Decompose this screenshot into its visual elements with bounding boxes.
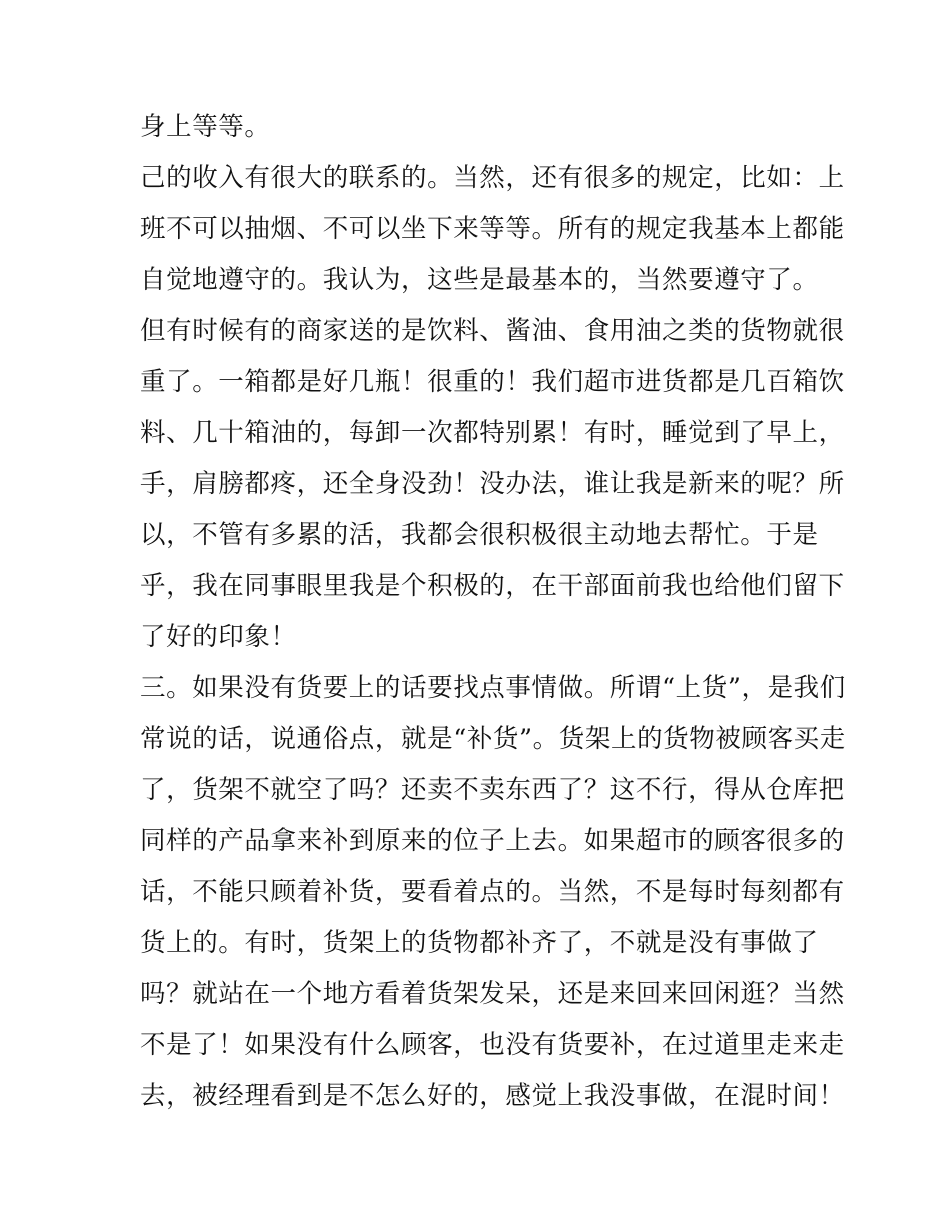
text-line: 料、几十箱油的，每卸一次都特别累！有时，睡觉到了早上，	[140, 418, 845, 448]
text-line: 常说的话，说通俗点，就是“补货”。货架上的货物被顾客买走	[140, 724, 846, 754]
text-line: 己的收入有很大的联系的。当然，还有很多的规定，比如：上	[140, 163, 845, 193]
text-line: 货上的。有时，货架上的货物都补齐了，不就是没有事做了	[140, 928, 819, 958]
text-line: 同样的产品拿来补到原来的位子上去。如果超市的顾客很多的	[140, 826, 845, 856]
text-line: 自觉地遵守的。我认为，这些是最基本的，当然要遵守了。	[140, 265, 819, 295]
text-line: 乎，我在同事眼里我是个积极的，在干部面前我也给他们留下	[140, 571, 845, 601]
text-line: 了，货架不就空了吗？还卖不卖东西了？这不行，得从仓库把	[140, 775, 845, 805]
text-line: 去，被经理看到是不怎么好的，感觉上我没事做，在混时间！	[140, 1081, 845, 1111]
body-text	[140, 102, 846, 1122]
text-line: 但有时候有的商家送的是饮料、酱油、食用油之类的货物就很	[140, 316, 845, 346]
text-line: 手，肩膀都疼，还全身没劲！没办法，谁让我是新来的呢？所	[140, 469, 845, 499]
text-line: 不是了！如果没有什么顾客，也没有货要补，在过道里走来走	[140, 1030, 845, 1060]
text-line: 三。如果没有货要上的话要找点事情做。所谓“上货”，是我们	[140, 673, 846, 703]
text-line: 了好的印象！	[140, 622, 297, 652]
text-line: 话，不能只顾着补货，要看着点的。当然，不是每时每刻都有	[140, 877, 845, 907]
text-line: 班不可以抽烟、不可以坐下来等等。所有的规定我基本上都能	[140, 214, 845, 244]
text-line: 以，不管有多累的活，我都会很积极很主动地去帮忙。于是	[140, 520, 819, 550]
text-line: 身上等等。	[140, 112, 271, 142]
text-line: 吗？就站在一个地方看着货架发呆，还是来回来回闲逛？当然	[140, 979, 845, 1009]
text-line: 重了。一箱都是好几瓶！很重的！我们超市进货都是几百箱饮	[140, 367, 845, 397]
